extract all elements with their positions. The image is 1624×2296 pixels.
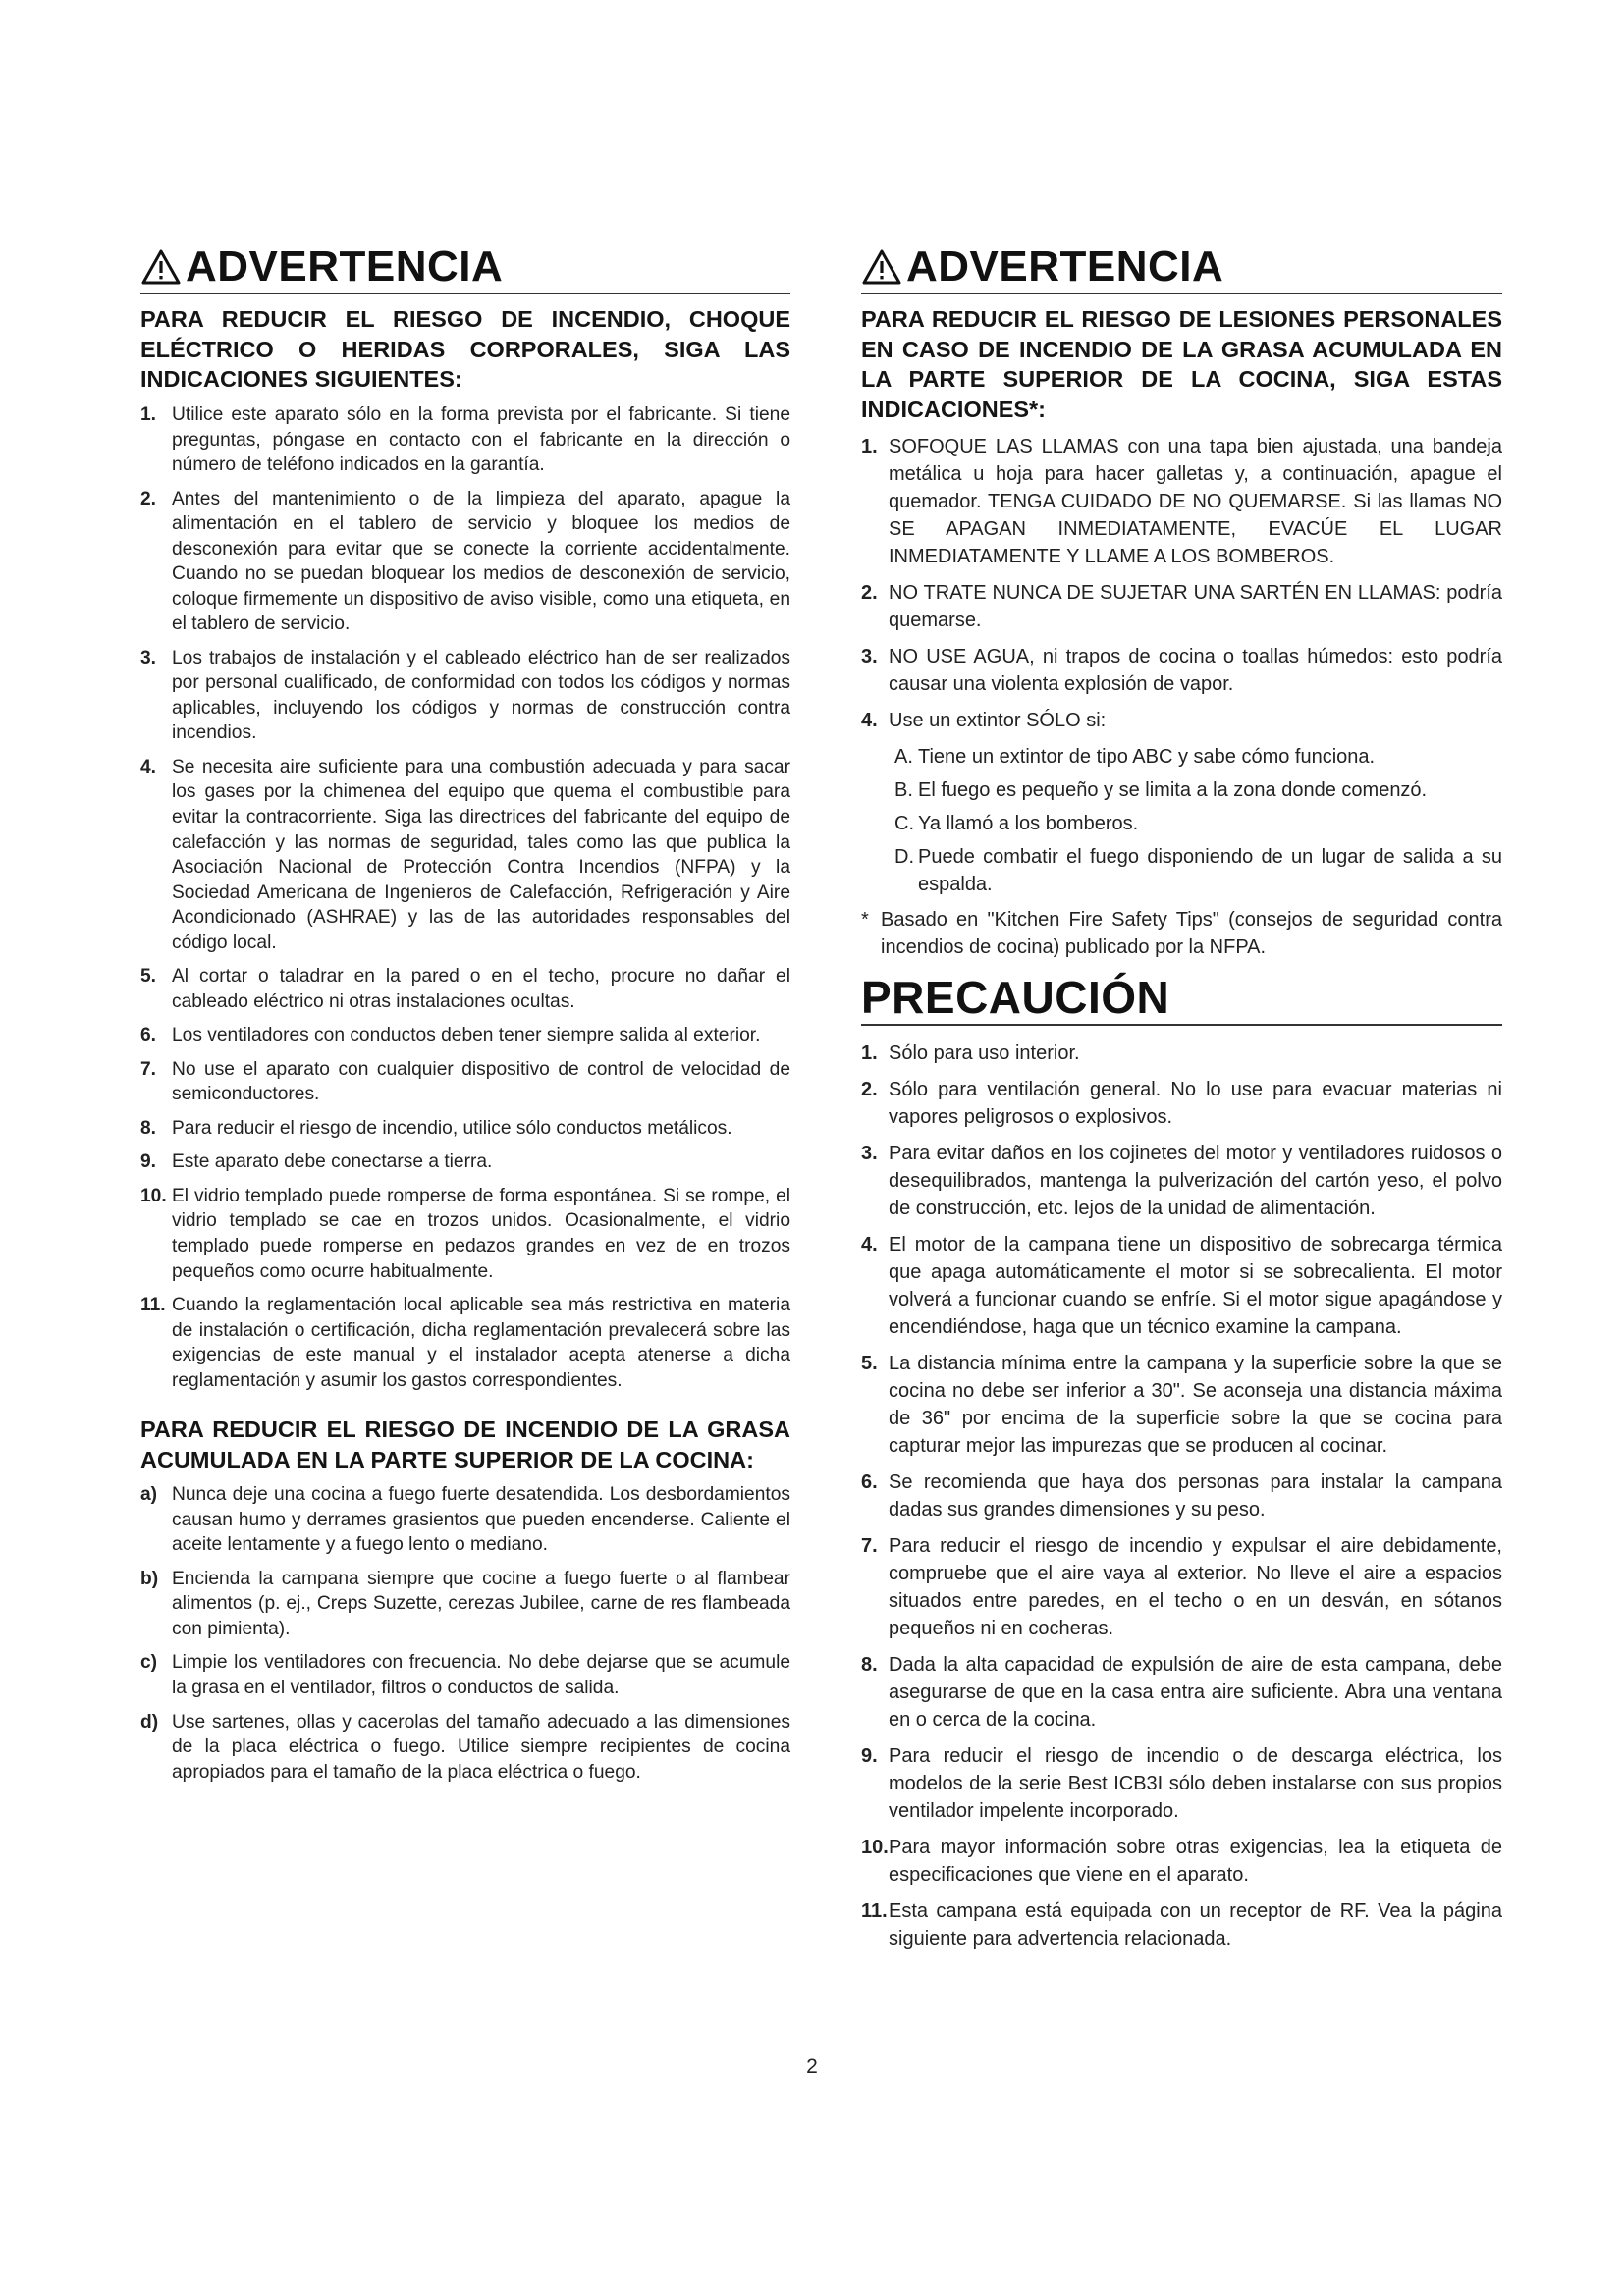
warning-triangle-icon — [140, 248, 182, 286]
sub-list-item — [894, 776, 1502, 804]
item-text: Sólo para ventilación general. No lo use para evacuar materias ni vapores peligrosos o explosivos. — [889, 1079, 1502, 1129]
item-text: Antes del mantenimiento o de la limpieza del aparato, apague la alimentación en el tablero de servicio y bloquee los medios de desconexión para evitar que se conecte la corriente accidentalmente. Cuando no se puedan bloquear los medios de desconexión de servicio, coloque firmemente un dispositivo de aviso visible, como una etiqueta, en el tablero de servicio. — [172, 488, 790, 635]
item-text: NO TRATE NUNCA DE SUJETAR UNA SARTÉN EN LLAMAS: podría quemarse. — [889, 581, 1502, 631]
warning-heading-right — [861, 243, 1502, 294]
list-item — [861, 1350, 1502, 1460]
footnote-mark: * — [861, 908, 869, 931]
item-number: 4. — [861, 1234, 878, 1256]
list-item — [861, 433, 1502, 570]
warning-intro: PARA REDUCIR EL RIESGO DE INCENDIO, CHOQUE ELÉCTRICO O HERIDAS CORPORALES, SIGA LAS INDICACIONES SIGUIENTES: — [140, 306, 790, 393]
list-item — [140, 1567, 790, 1642]
item-number: 5. — [861, 1353, 878, 1375]
item-number: 9. — [861, 1745, 878, 1768]
list-item — [861, 1742, 1502, 1825]
item-text: Tiene un extintor de tipo ABC y sabe cómo funciona. — [918, 745, 1376, 768]
item-text: La distancia mínima entre la campana y la superficie sobre la que se cocina no debe ser inferior a 30". Se aconseja una distancia máxima de 36" por encima de la superficie sobre la que se cocina para capturar mejor las impurezas que se producen al cocinar. — [889, 1353, 1502, 1458]
item-text: Utilice este aparato sólo en la forma prevista por el fabricante. Si tiene preguntas, póngase en contacto con el fabricante en la dirección o número de teléfono indicados en la garantía. — [172, 404, 790, 476]
item-number: 6. — [140, 1025, 157, 1046]
item-number: 2. — [140, 488, 157, 509]
item-number: 1. — [861, 1042, 878, 1065]
list-item — [861, 1897, 1502, 1952]
sub-list-item — [894, 810, 1502, 837]
warning-triangle-icon — [861, 248, 902, 286]
list-item — [140, 402, 790, 478]
item-text: Los trabajos de instalación y el cableado eléctrico han de ser realizados por personal cualificado, de conformidad con todos los códigos y normas aplicables, incluyendo los códigos y normas de construcción contra incendios. — [172, 647, 790, 744]
warning-heading-text: ADVERTENCIA — [186, 242, 504, 291]
left-column — [140, 243, 790, 1793]
sub-list-item — [894, 743, 1502, 771]
list-item — [861, 643, 1502, 698]
list-item — [140, 1482, 790, 1558]
item-text: No use el aparato con cualquier dispositivo de control de velocidad de semiconductores. — [172, 1058, 790, 1105]
item-number: 3. — [861, 1143, 878, 1165]
item-number: 8. — [861, 1654, 878, 1677]
item-number: 11. — [140, 1295, 166, 1316]
item-number: D. — [894, 845, 914, 868]
list-item — [140, 1116, 790, 1142]
list-item — [861, 1468, 1502, 1523]
sub-list-item — [894, 843, 1502, 898]
item-number: a) — [140, 1484, 158, 1506]
item-number: 10. — [861, 1837, 889, 1859]
list-item — [140, 964, 790, 1014]
grease-fire-list — [140, 1482, 790, 1785]
item-text: Los ventiladores con conductos deben tener siempre salida al exterior. — [172, 1025, 761, 1046]
warning-heading-left — [140, 243, 790, 294]
item-number: 1. — [140, 404, 157, 426]
list-item — [140, 487, 790, 637]
warning-list-left — [140, 402, 790, 1393]
item-number: 4. — [140, 756, 157, 777]
item-text: Se recomienda que haya dos personas para instalar la campana dadas sus grandes dimensiones y su peso. — [889, 1471, 1502, 1522]
item-text: El vidrio templado puede romperse de forma espontánea. Si se rompe, el vidrio templado se cae en trozos unidos. Ocasionalmente, el vidrio templado puede romperse en pedazos grandes en vez de en trozos pequeños como ocurre habitualmente. — [172, 1185, 790, 1282]
item-text: Para mayor información sobre otras exigencias, lea la etiqueta de especificaciones que viene en el aparato. — [889, 1837, 1502, 1887]
item-number: 7. — [861, 1535, 878, 1558]
fire-safety-intro: PARA REDUCIR EL RIESGO DE LESIONES PERSONALES EN CASO DE INCENDIO DE LA GRASA ACUMULADA EN LA PARTE SUPERIOR DE LA COCINA, SIGA ESTAS INDICACIONES*: — [861, 306, 1502, 423]
item-text: Nunca deje una cocina a fuego fuerte desatendida. Los desbordamientos causan humo y derrames grasientos que pueden encenderse. Caliente el aceite lentamente y a fuego lento o mediano. — [172, 1484, 790, 1556]
item-text: Ya llamó a los bomberos. — [918, 812, 1139, 834]
item-number: 2. — [861, 581, 878, 604]
item-text: Este aparato debe conectarse a tierra. — [172, 1151, 493, 1173]
item-number: c) — [140, 1652, 158, 1674]
item-number: 5. — [140, 966, 157, 988]
item-number: 7. — [140, 1058, 157, 1080]
item-text: Encienda la campana siempre que cocine a fuego fuerte o al flambear alimentos (p. ej., Creps Suzette, cerezas Jubilee, carne de res flambeada con pimienta). — [172, 1568, 790, 1639]
item-text: Para reducir el riesgo de incendio, utilice sólo conductos metálicos. — [172, 1117, 732, 1139]
caution-heading-text: PRECAUCIÓN — [861, 971, 1170, 1023]
item-number: B. — [894, 778, 913, 801]
item-text: Para reducir el riesgo de incendio y expulsar el aire debidamente, compruebe que el aire vaya al exterior. No lleve el aire a espacios situados entre paredes, en el techo o en un desván, en sótanos pequeños ni en cocheras. — [889, 1535, 1502, 1640]
item-text: El fuego es pequeño y se limita a la zona donde comenzó. — [918, 778, 1428, 801]
list-item — [140, 646, 790, 746]
list-item — [861, 1140, 1502, 1222]
item-text: El motor de la campana tiene un dispositivo de sobrecarga térmica que apaga automáticamente el motor si se sobrecalienta. El motor volverá a funcionar cuando se enfríe. Si el motor sigue apagándose y encendiéndose, haga que un técnico examine la campana. — [889, 1234, 1502, 1339]
page-number: 2 — [806, 2056, 818, 2078]
list-item — [861, 579, 1502, 634]
item-number: A. — [894, 745, 913, 768]
item-text: Use sartenes, ollas y cacerolas del tamaño adecuado a las dimensiones de la placa eléctrica o fuego. Utilice siempre recipientes de cocina apropiados para el tamaño de la placa eléctrica o fuego. — [172, 1711, 790, 1783]
item-text: Puede combatir el fuego disponiendo de un lugar de salida a su espalda. — [918, 845, 1502, 895]
item-number: 11. — [861, 1900, 888, 1923]
right-column — [861, 243, 1502, 1961]
list-item — [861, 1651, 1502, 1734]
list-item — [140, 1710, 790, 1786]
item-number: C. — [894, 812, 914, 834]
caution-heading — [861, 973, 1502, 1027]
list-item — [861, 1532, 1502, 1642]
item-number: 6. — [861, 1471, 878, 1494]
item-number: 9. — [140, 1151, 157, 1173]
item-number: 3. — [861, 645, 878, 667]
item-text: Limpie los ventiladores con frecuencia. No debe dejarse que se acumule la grasa en el ventilador, filtros o conductos de salida. — [172, 1652, 790, 1698]
item-number: b) — [140, 1568, 159, 1589]
list-item — [861, 1040, 1502, 1067]
extinguisher-conditions-list — [861, 743, 1502, 898]
list-item — [140, 1650, 790, 1700]
list-item — [140, 1184, 790, 1284]
warning-heading-text: ADVERTENCIA — [906, 242, 1224, 291]
item-text: NO USE AGUA, ni trapos de cocina o toallas húmedos: esto podría causar una violenta explosión de vapor. — [889, 645, 1502, 695]
list-item — [140, 755, 790, 955]
fire-safety-list — [861, 433, 1502, 734]
item-number: 10. — [140, 1185, 167, 1206]
item-text: Cuando la reglamentación local aplicable sea más restrictiva en materia de instalación o certificación, dicha reglamentación prevalecerá sobre las exigencias de este manual y el instalador acepta atenerse a dicha reglamentación y asumir los gastos correspondientes. — [172, 1295, 790, 1391]
list-item — [140, 1293, 790, 1393]
grease-fire-subheading: PARA REDUCIR EL RIESGO DE INCENDIO DE LA GRASA ACUMULADA EN LA PARTE SUPERIOR DE LA COCINA: — [140, 1416, 790, 1472]
footnote-text: Basado en "Kitchen Fire Safety Tips" (consejos de seguridad contra incendios de cocina) publicado por la NFPA. — [881, 908, 1502, 958]
item-text: Al cortar o taladrar en la pared o en el techo, procure no dañar el cableado eléctrico ni otras instalaciones ocultas. — [172, 966, 790, 1012]
item-number: d) — [140, 1711, 159, 1733]
footnote — [861, 906, 1502, 961]
item-text: Para evitar daños en los cojinetes del motor y ventiladores ruidosos o desequilibrados, mantenga la pulverización del cartón yeso, el polvo de construcción, etc. lejos de la unidad de alimentación. — [889, 1143, 1502, 1220]
item-number: 3. — [140, 647, 157, 668]
item-text: Sólo para uso interior. — [889, 1042, 1080, 1065]
item-number: 1. — [861, 435, 878, 457]
item-text: SOFOQUE LAS LLAMAS con una tapa bien ajustada, una bandeja metálica u hoja para hacer galletas y, a continuación, apague el quemador. TENGA CUIDADO DE NO QUEMARSE. Si las llamas NO SE APAGAN INMEDIATAMENTE, EVACÚE EL LUGAR INMEDIATAMENTE Y LLAME A LOS BOMBEROS. — [889, 435, 1502, 567]
caution-list — [861, 1040, 1502, 1952]
item-number: 2. — [861, 1079, 878, 1101]
item-text: Para reducir el riesgo de incendio o de descarga eléctrica, los modelos de la serie Best ICB3I sólo deben instalarse con sus propios ventilador impelente incorporado. — [889, 1745, 1502, 1823]
list-item — [861, 1834, 1502, 1889]
list-item — [140, 1023, 790, 1048]
list-item — [140, 1057, 790, 1107]
list-item — [861, 1076, 1502, 1131]
item-text: Esta campana está equipada con un receptor de RF. Vea la página siguiente para advertencia relacionada. — [889, 1900, 1502, 1950]
item-text: Use un extintor SÓLO si: — [889, 709, 1107, 731]
item-text: Se necesita aire suficiente para una combustión adecuada y para sacar los gases por la chimenea del equipo que quema el combustible para evitar la contracorriente. Siga las directrices del fabricante del equipo de calefacción y las normas de seguridad, tales como las que publica la Asociación Nacional de Protección Contra Incendios (NFPA) y la Sociedad Americana de Ingenieros de Calefacción, Refrigeración y Aire Acondicionado (ASHRAE) y las de las autoridades responsables del código local. — [172, 756, 790, 953]
list-item — [861, 707, 1502, 734]
list-item — [140, 1149, 790, 1175]
list-item — [861, 1231, 1502, 1341]
item-number: 4. — [861, 709, 878, 731]
item-number: 8. — [140, 1117, 157, 1139]
item-text: Dada la alta capacidad de expulsión de aire de esta campana, debe asegurarse de que en la casa entra aire suficiente. Abra una ventana en o cerca de la cocina. — [889, 1654, 1502, 1732]
